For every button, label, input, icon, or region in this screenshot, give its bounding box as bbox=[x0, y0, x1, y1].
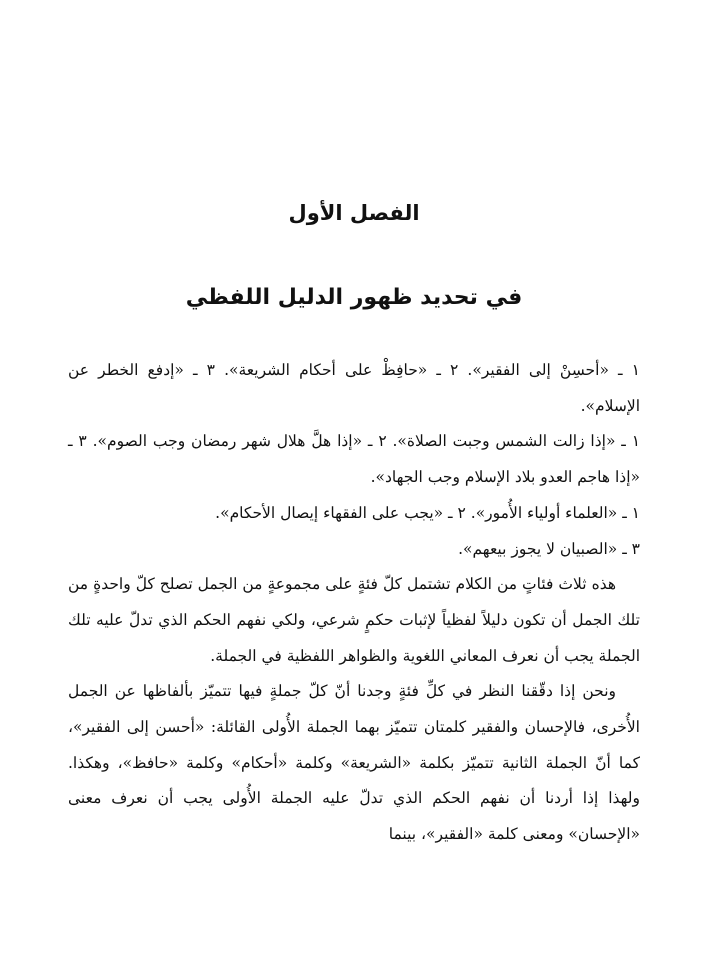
paragraph-explanation: هذه ثلاث فئاتٍ من الكلام تشتمل كلّ فئةٍ على مجموعةٍ من الجمل تصلح كلّ واحدةٍ من تلك الجمل أن تكون دليلاً لفظياً لإثبات حكمٍ شرعي، ولكي نفهم الحكم الذي تدلّ عليه تلك الجملة يجب أن نعرف المعاني اللغوية والظواهر اللفظية في الجملة. bbox=[68, 575, 640, 665]
chapter-title: الفصل الأول bbox=[288, 201, 420, 225]
example-group-1: ١ ـ «أحسِنْ إلى الفقير». ٢ ـ «حافِظْ على أحكام الشريعة». ٣ ـ «إدفع الخطر عن الإسلام». bbox=[68, 361, 640, 415]
chapter-subtitle: في تحديد ظهور الدليل اللفظي bbox=[185, 285, 523, 310]
example-group-2: ١ ـ «إذا زالت الشمس وجبت الصلاة». ٢ ـ «إذا هلَّ هلال شهر رمضان وجب الصوم». ٣ ـ «إذا هاجم العدو بلاد الإسلام وجب الجهاد». bbox=[68, 432, 641, 487]
body-text bbox=[68, 353, 640, 853]
example-group-3: ١ ـ «العلماء أولياء الأُمور». ٢ ـ «يجب على الفقهاء إيصال الأحكام». bbox=[215, 503, 640, 522]
example-group-3-cont: ٣ ـ «الصبيان لا يجوز بيعهم». bbox=[458, 539, 640, 558]
paragraph-analysis: ونحن إذا دقّقنا النظر في كلِّ فئةٍ وجدنا أنّ كلّ جملةٍ فيها تتميّز بألفاظها عن الجمل الأُخرى، فالإحسان والفقير كلمتان تتميّز بهما الجملة الأُولى القائلة: «أحسن إلى الفقير»، كما أنّ الجملة الثانية تتميّز بكلمة «الشريعة» وكلمة «أحكام» وكلمة «حافظ»، وهكذا. ولهذا إذا أردنا أن نفهم الحكم الذي تدلّ عليه الجملة الأُولى يجب أن نعرف معنى «الإحسان» ومعنى كلمة «الفقير»، بينما bbox=[68, 682, 640, 844]
